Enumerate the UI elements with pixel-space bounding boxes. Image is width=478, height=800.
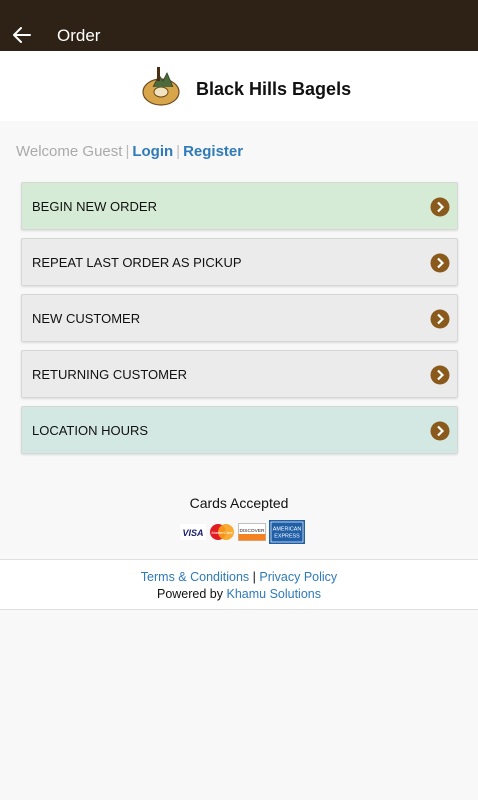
begin-new-order-button[interactable] — [21, 182, 458, 230]
chevron-right-icon — [430, 197, 450, 217]
register-link[interactable]: Register — [183, 143, 244, 160]
footer-links-row — [0, 569, 478, 586]
menu-item-label: LOCATION HOURS — [32, 422, 149, 438]
brand-logo — [133, 65, 189, 107]
login-link[interactable]: Login — [132, 143, 174, 160]
arrow-left-icon — [13, 27, 31, 43]
back-button[interactable] — [10, 24, 34, 46]
visa-card-icon — [180, 524, 206, 540]
menu-item-label: REPEAT LAST ORDER AS PICKUP — [32, 254, 242, 270]
menu-item-label: BEGIN NEW ORDER — [32, 198, 157, 214]
svg-text:EXPRESS: EXPRESS — [274, 533, 300, 540]
svg-text:MasterCard: MasterCard — [211, 530, 233, 535]
repeat-last-order-button[interactable] — [21, 238, 458, 286]
powered-by-text: Powered by — [156, 587, 223, 601]
amex-card-icon — [269, 520, 305, 544]
svg-text:AMERICAN: AMERICAN — [272, 526, 302, 533]
terms-link[interactable]: Terms & Conditions — [140, 570, 250, 584]
welcome-line — [16, 143, 243, 160]
footer — [0, 559, 478, 610]
app-bar — [0, 0, 478, 51]
powered-by-row — [0, 586, 478, 603]
cards-accepted-title: Cards Accepted — [189, 495, 289, 511]
chevron-right-icon — [430, 253, 450, 273]
chevron-right-icon — [430, 365, 450, 385]
card-logos — [180, 520, 305, 544]
menu-item-label: RETURNING CUSTOMER — [32, 366, 188, 382]
mastercard-icon — [209, 523, 235, 541]
company-link[interactable]: Khamu Solutions — [226, 587, 321, 601]
new-customer-button[interactable] — [21, 294, 458, 342]
welcome-separator: | — [125, 143, 130, 160]
brand-name: Black Hills Bagels — [196, 79, 352, 99]
chevron-right-icon — [430, 309, 450, 329]
footer-separator: | — [252, 570, 256, 584]
page-title: Order — [57, 26, 101, 45]
welcome-separator: | — [176, 143, 181, 160]
svg-text:DISCOVER: DISCOVER — [239, 529, 265, 534]
welcome-greeting: Welcome Guest — [16, 143, 123, 160]
brand-header — [0, 51, 478, 121]
discover-card-icon — [238, 523, 266, 541]
chevron-right-icon — [430, 421, 450, 441]
location-hours-button[interactable] — [21, 406, 458, 454]
menu-item-label: NEW CUSTOMER — [32, 310, 141, 326]
privacy-link[interactable]: Privacy Policy — [259, 570, 338, 584]
returning-customer-button[interactable] — [21, 350, 458, 398]
svg-text:VISA: VISA — [182, 528, 204, 538]
